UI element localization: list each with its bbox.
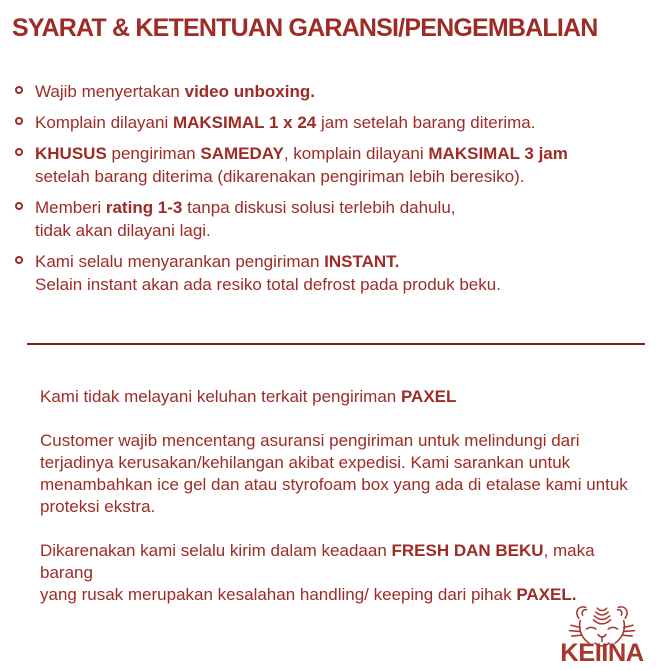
section-divider	[27, 343, 645, 345]
bullet-circle-icon	[15, 86, 23, 94]
bullet-text: Kami selalu menyarankan pengiriman INSTANT. Selain instant akan ada resiko total defrost pada produk beku.	[35, 252, 501, 294]
brand-logo	[546, 602, 658, 666]
fresh-frozen-paragraph: Dikarenakan kami selalu kirim dalam keadaan FRESH DAN BEKU, maka barang yang rusak merupakan kesalahan handling/ keeping dari pihak PAXEL.	[40, 541, 595, 604]
bullet-circle-icon	[15, 117, 23, 125]
terms-list	[15, 80, 660, 304]
page-title: SYARAT & KETENTUAN GARANSI/PENGEMBALIAN	[12, 14, 598, 42]
bullet-text: KHUSUS pengiriman SAMEDAY, komplain dilayani MAKSIMAL 3 jam setelah barang diterima (dikarenakan pengiriman lebih beresiko).	[35, 144, 568, 186]
insurance-paragraph: Customer wajib mencentang asuransi pengiriman untuk melindungi dari terjadinya kerusakan/kehilangan akibat expedisi. Kami sarankan untuk menambahkan ice gel dan atau styrofoam box yang ada di etalase kami untuk proteksi ekstra.	[40, 431, 628, 516]
paxel-note-paragraph: Kami tidak melayani keluhan terkait pengiriman PAXEL	[40, 387, 457, 406]
bullet-circle-icon	[15, 256, 23, 264]
list-item	[15, 250, 660, 296]
bullet-text: Memberi rating 1-3 tanpa diskusi solusi terlebih dahulu, tidak akan dilayani lagi.	[35, 198, 456, 240]
shipping-notes	[40, 386, 650, 606]
list-item	[15, 111, 660, 134]
bullet-text: Wajib menyertakan video unboxing.	[35, 82, 315, 101]
bullet-circle-icon	[15, 148, 23, 156]
bullet-text: Komplain dilayani MAKSIMAL 1 x 24 jam setelah barang diterima.	[35, 113, 536, 132]
list-item	[15, 80, 660, 103]
list-item	[15, 142, 660, 188]
list-item	[15, 196, 660, 242]
bullet-circle-icon	[15, 202, 23, 210]
brand-name: KEIINA	[560, 639, 644, 667]
